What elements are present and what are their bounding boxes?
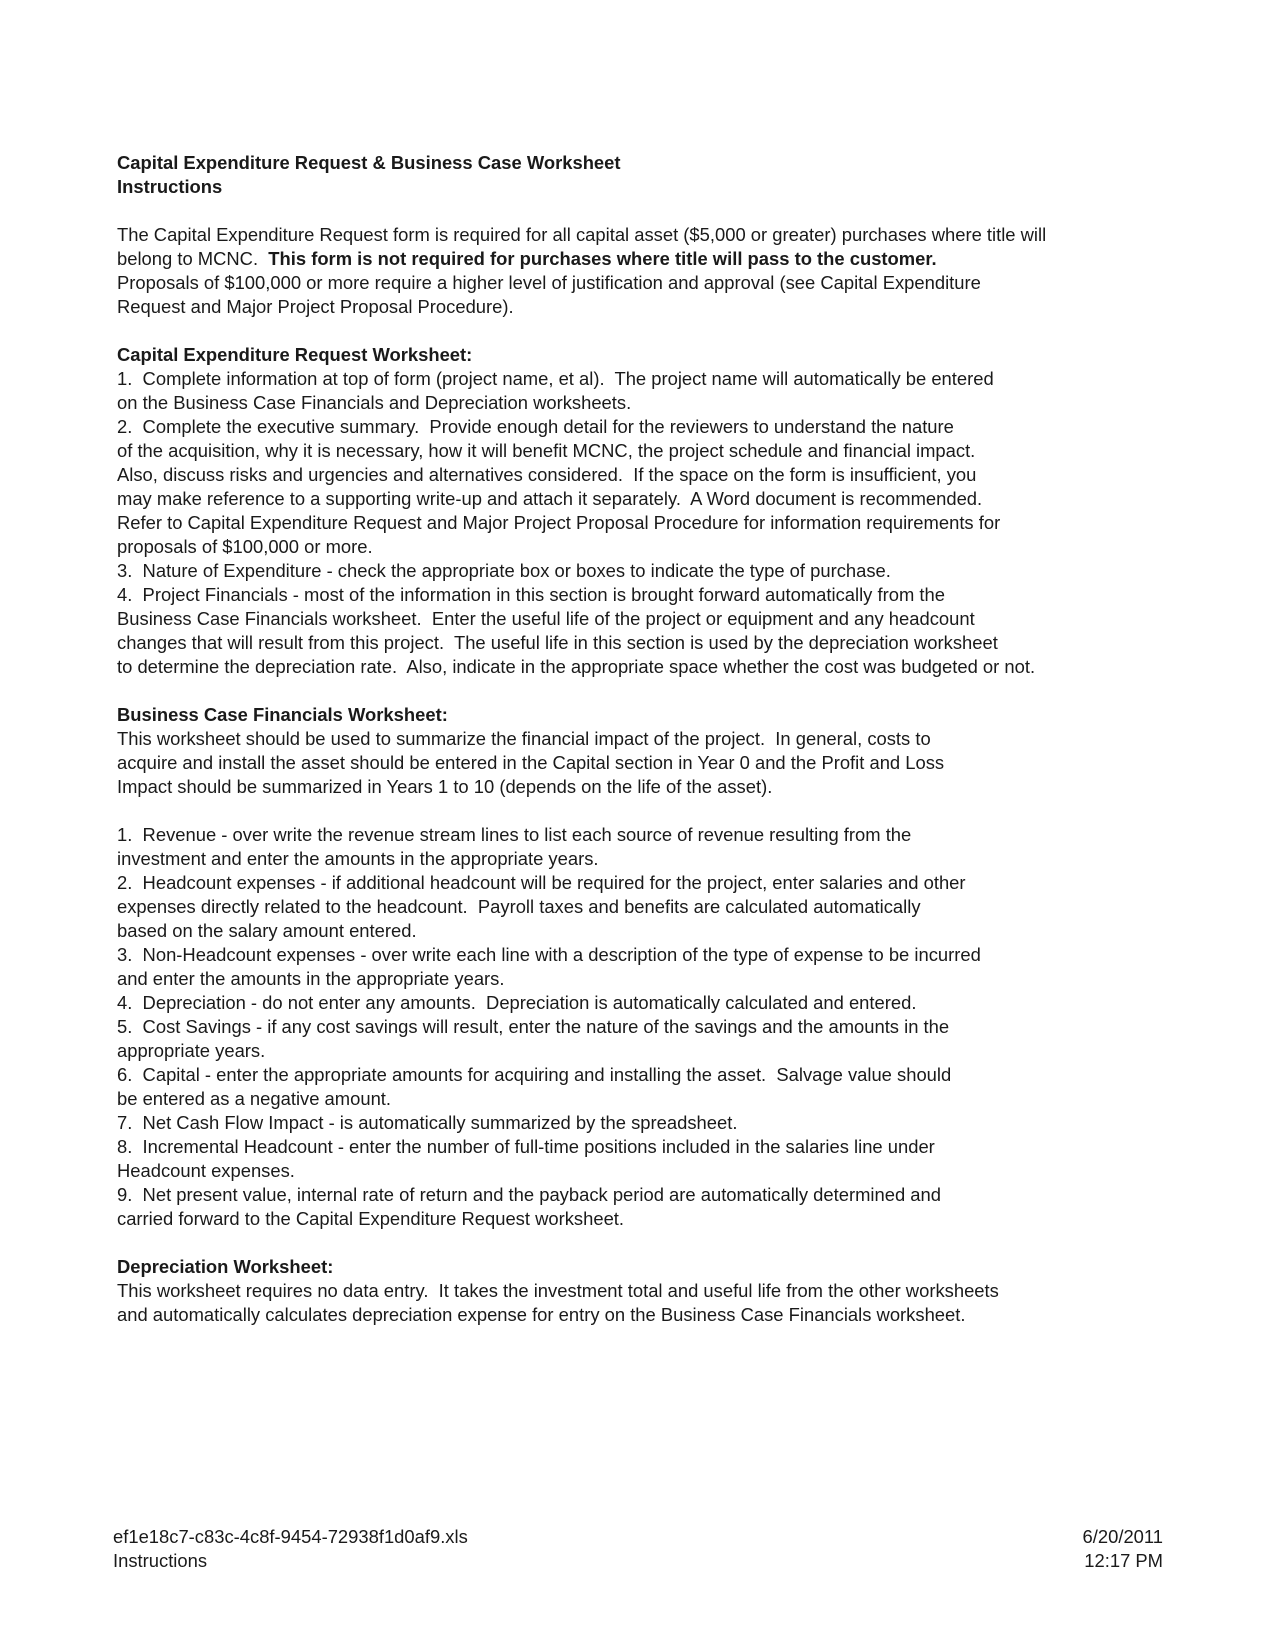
body-line: 1. Complete information at top of form (project name, et al). The project name will automatically be entered bbox=[117, 368, 994, 389]
bcf-section bbox=[117, 703, 1167, 1231]
document-subtitle: Instructions bbox=[117, 176, 223, 197]
body-line: based on the salary amount entered. bbox=[117, 920, 417, 941]
body-line: Refer to Capital Expenditure Request and Major Project Proposal Procedure for information requirements for bbox=[117, 512, 1001, 533]
intro-line: Request and Major Project Proposal Procedure). bbox=[117, 296, 514, 317]
intro-section bbox=[117, 223, 1167, 319]
footer-time: 12:17 PM bbox=[1084, 1550, 1163, 1571]
body-line: 2. Headcount expenses - if additional headcount will be required for the project, enter salaries and other bbox=[117, 872, 966, 893]
section-heading: Capital Expenditure Request Worksheet: bbox=[117, 344, 473, 365]
dep-section bbox=[117, 1255, 1167, 1327]
body-line: 2. Complete the executive summary. Provide enough detail for the reviewers to understand the nature bbox=[117, 416, 954, 437]
footer-filename: ef1e18c7-c83c-4c8f-9454-72938f1d0af9.xls bbox=[113, 1526, 468, 1547]
body-line: 8. Incremental Headcount - enter the number of full-time positions included in the salaries line under bbox=[117, 1136, 935, 1157]
body-line: 4. Depreciation - do not enter any amounts. Depreciation is automatically calculated and entered. bbox=[117, 992, 917, 1013]
body-line: carried forward to the Capital Expenditure Request worksheet. bbox=[117, 1208, 625, 1229]
body-line: changes that will result from this project. The useful life in this section is used by the depreciation worksheet bbox=[117, 632, 998, 653]
body-line: be entered as a negative amount. bbox=[117, 1088, 392, 1109]
body-line: expenses directly related to the headcount. Payroll taxes and benefits are calculated automatically bbox=[117, 896, 921, 917]
body-line: This worksheet requires no data entry. It takes the investment total and useful life from the other worksheets bbox=[117, 1280, 999, 1301]
body-line: Business Case Financials worksheet. Enter the useful life of the project or equipment and any headcount bbox=[117, 608, 975, 629]
body-line: 6. Capital - enter the appropriate amounts for acquiring and installing the asset. Salvage value should bbox=[117, 1064, 952, 1085]
body-line: 3. Non-Headcount expenses - over write each line with a description of the type of expense to be incurred bbox=[117, 944, 981, 965]
section-heading: Depreciation Worksheet: bbox=[117, 1256, 334, 1277]
body-line: 7. Net Cash Flow Impact - is automatically summarized by the spreadsheet. bbox=[117, 1112, 738, 1133]
footer-left bbox=[113, 1525, 468, 1573]
body-line: Also, discuss risks and urgencies and alternatives considered. If the space on the form is insufficient, you bbox=[117, 464, 977, 485]
document-body bbox=[117, 151, 1167, 1327]
body-line: acquire and install the asset should be entered in the Capital section in Year 0 and the Profit and Loss bbox=[117, 752, 945, 773]
body-line: investment and enter the amounts in the appropriate years. bbox=[117, 848, 599, 869]
body-line: 3. Nature of Expenditure - check the appropriate box or boxes to indicate the type of purchase. bbox=[117, 560, 891, 581]
section-heading: Business Case Financials Worksheet: bbox=[117, 704, 448, 725]
body-line: appropriate years. bbox=[117, 1040, 266, 1061]
body-line: Impact should be summarized in Years 1 to 10 (depends on the life of the asset). bbox=[117, 776, 773, 797]
intro-line: The Capital Expenditure Request form is required for all capital asset ($5,000 or greater) purchases where title will bbox=[117, 224, 1047, 245]
body-line: Headcount expenses. bbox=[117, 1160, 295, 1181]
body-line: 9. Net present value, internal rate of return and the payback period are automatically determined and bbox=[117, 1184, 941, 1205]
body-line: and enter the amounts in the appropriate years. bbox=[117, 968, 505, 989]
body-line: 5. Cost Savings - if any cost savings will result, enter the nature of the savings and the amounts in the bbox=[117, 1016, 950, 1037]
body-line: to determine the depreciation rate. Also, indicate in the appropriate space whether the cost was budgeted or not. bbox=[117, 656, 1036, 677]
body-line: of the acquisition, why it is necessary, how it will benefit MCNC, the project schedule and financial impact. bbox=[117, 440, 976, 461]
body-line: This worksheet should be used to summarize the financial impact of the project. In general, costs to bbox=[117, 728, 931, 749]
document-title: Capital Expenditure Request & Business Case Worksheet bbox=[117, 152, 621, 173]
body-line: 4. Project Financials - most of the information in this section is brought forward automatically from the bbox=[117, 584, 945, 605]
intro-line: Proposals of $100,000 or more require a higher level of justification and approval (see Capital Expenditure bbox=[117, 272, 981, 293]
body-line: 1. Revenue - over write the revenue stream lines to list each source of revenue resulting from the bbox=[117, 824, 912, 845]
footer-date: 6/20/2011 bbox=[1082, 1526, 1163, 1547]
footer-right bbox=[1083, 1525, 1163, 1573]
footer-sheet-name: Instructions bbox=[113, 1550, 208, 1571]
body-line: may make reference to a supporting write-up and attach it separately. A Word document is recommended. bbox=[117, 488, 983, 509]
capex-section bbox=[117, 343, 1167, 679]
intro-emphasis: This form is not required for purchases where title will pass to the customer. bbox=[268, 248, 937, 269]
body-line: on the Business Case Financials and Depreciation worksheets. bbox=[117, 392, 632, 413]
body-line: proposals of $100,000 or more. bbox=[117, 536, 373, 557]
intro-line: belong to MCNC. This form is not required for purchases where title will pass to the customer. bbox=[117, 248, 937, 269]
body-line: and automatically calculates depreciation expense for entry on the Business Case Financials worksheet. bbox=[117, 1304, 966, 1325]
